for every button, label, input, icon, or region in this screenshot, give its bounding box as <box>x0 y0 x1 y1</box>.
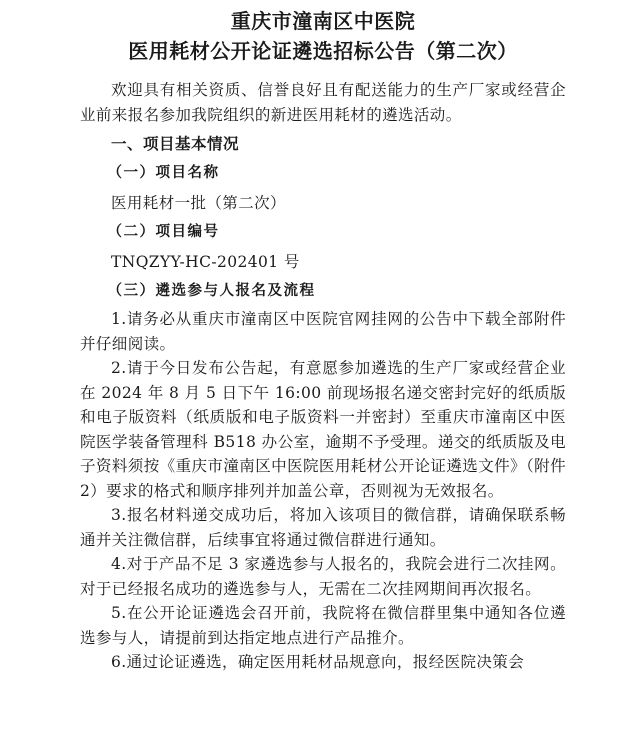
project-number: TNQZYY-HC-202401 号 <box>111 253 300 271</box>
process-item: 4.对于产品不足 3 家遴选参与人报名的，我院会进行二次挂网。对于已经报名成功的遴选参与人，无需在二次挂网期间再次报名。 <box>80 555 566 598</box>
section-heading: 一、项目基本情况 <box>111 135 240 153</box>
document-title-line1: 重庆市潼南区中医院 <box>230 9 416 33</box>
process-item: 6.通过论证遴选，确定医用耗材品规意向，报经医院决策会 <box>111 653 525 671</box>
process-item: 2.请于今日发布公告起，有意愿参加遴选的生产厂家或经营企业在 2024 年 8 月 5 日下午 16:00 前现场报名递交密封完好的纸质版和电子版资料（纸质版和电子版资料一并密封）至重庆市潼南区中医院医学装备管理科 B518 办公室，逾期不予受理。递交的纸质版及电子资料须按《重庆市潼南区中医院医用耗材公开论证遴选文件》（附件2）要求的格式和顺序排列并加盖公章，否则视为无效报名。 <box>80 359 566 500</box>
process-item: 5.在公开论证遴选会召开前，我院将在微信群里集中通知各位遴选参与人，请提前到达指定地点进行产品推介。 <box>80 604 566 647</box>
document-title-line2: 医用耗材公开论证遴选招标公告（第二次） <box>128 39 518 63</box>
process-item: 3.报名材料递交成功后，将加入该项目的微信群，请确保联系畅通并关注微信群，后续事宜将通过微信群进行通知。 <box>80 506 566 549</box>
intro-paragraph: 欢迎具有相关资质、信誉良好且有配送能力的生产厂家或经营企业前来报名参加我院组织的新进医用耗材的遴选活动。 <box>80 81 566 124</box>
subsection-heading-number: （二）项目编号 <box>107 224 220 240</box>
project-name: 医用耗材一批（第二次） <box>111 194 286 212</box>
process-item: 1.请务必从重庆市潼南区中医院官网挂网的公告中下载全部附件并仔细阅读。 <box>80 310 566 353</box>
subsection-heading-name: （一）项目名称 <box>107 165 220 181</box>
subsection-heading-process: （三）遴选参与人报名及流程 <box>107 283 316 299</box>
